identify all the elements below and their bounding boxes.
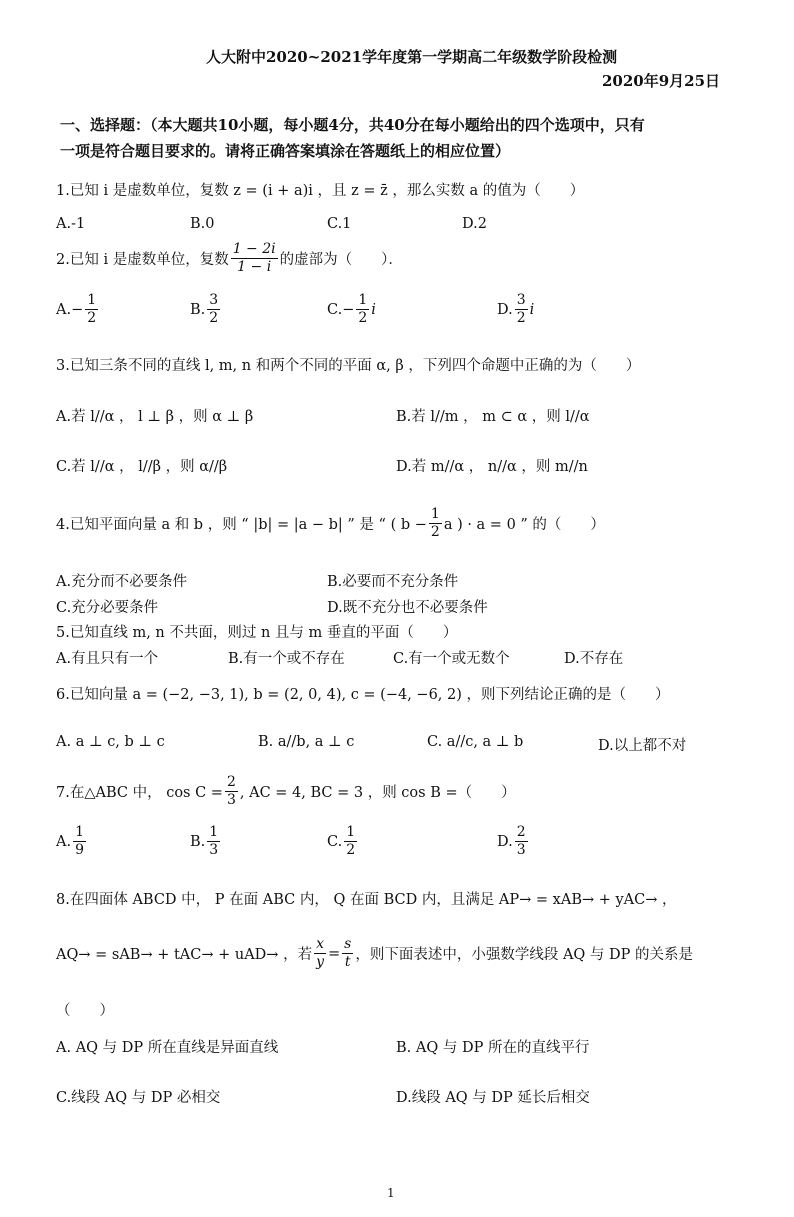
page-number: 1: [387, 1186, 395, 1200]
q2-opt-b-num: 3: [209, 292, 219, 308]
question-8-line1: 8.在四面体 ABCD 中， P 在面 ABC 内， Q 在面 BCD 内，且满足 AP→ = xAB→ + yAC→ ，: [56, 892, 677, 908]
q7-opt-b-label: B.: [190, 833, 206, 850]
q2-opt-a-sign: −: [71, 301, 84, 318]
q7-frac-den: 3: [226, 792, 236, 808]
q7-stem-post: , AC = 4, BC = 3 ，则 cos B =（ ）: [239, 785, 516, 801]
q7-frac-num: 2: [226, 774, 236, 790]
q5-option-a: A.有且只有一个: [56, 651, 159, 667]
q5-option-c: C.有一个或无数个: [393, 651, 510, 667]
q7-opt-c-num: 1: [346, 824, 356, 840]
exam-date: 2020年9月25日: [602, 72, 721, 90]
q4-frac-den: 2: [430, 524, 440, 540]
q8-eq: =: [328, 945, 341, 962]
q8-option-c: C.线段 AQ 与 DP 必相交: [56, 1090, 221, 1106]
question-5-stem: 5.已知直线 m, n 不共面，则过 n 且与 m 垂直的平面（ ）: [56, 625, 458, 641]
q7-opt-a-frac: [73, 824, 86, 859]
q3-option-c: C.若 l//α ， l//β ，则 α//β: [56, 459, 228, 475]
question-8-line2: [56, 936, 693, 971]
q2-stem-post: 的虚部为（ ）．: [279, 252, 403, 268]
q8-frac1-num: x: [316, 936, 324, 952]
question-7-stem: [56, 774, 516, 809]
q8-frac1-den: y: [316, 954, 324, 970]
q2-opt-c-sign: −: [342, 301, 355, 318]
q7-opt-c-den: 2: [346, 842, 356, 858]
q8-frac2-num: s: [344, 936, 352, 952]
q2-opt-a-num: 1: [87, 292, 97, 308]
q8-option-d: D.线段 AQ 与 DP 延长后相交: [396, 1090, 590, 1106]
q6-option-a: A. a ⊥ c, b ⊥ c: [56, 734, 165, 750]
q2-opt-b-den: 2: [209, 310, 219, 326]
question-8-line3: （ ）: [56, 1003, 114, 1019]
q4-fraction: [429, 506, 442, 541]
q2-fraction: [231, 241, 278, 276]
q7-option-a: [56, 824, 88, 859]
q1-option-d: D.2: [462, 216, 487, 232]
q4-option-a: A.充分而不必要条件: [56, 574, 188, 590]
q5-option-b: B.有一个或不存在: [228, 651, 345, 667]
q3-option-a: A.若 l//α ， l ⊥ β ，则 α ⊥ β: [56, 409, 254, 425]
q7-opt-a-label: A.: [56, 833, 72, 850]
q8-frac-s-t: [342, 936, 353, 971]
q4-option-b: B.必要而不充分条件: [327, 574, 459, 590]
q7-option-c: [327, 824, 359, 859]
q2-opt-b-label: B.: [190, 301, 206, 318]
q2-option-d: [497, 292, 534, 327]
question-1-stem: 1.已知 i 是虚数单位，复数 z = (i + a)i ，且 z = z̄ ，那么实数 a 的值为（ ）: [56, 183, 585, 199]
q2-opt-c-suffix: i: [371, 301, 376, 318]
q2-opt-a-label: A.: [56, 301, 72, 318]
section-heading-line1: 一、选择题：（本大题共10小题，每小题4分，共40分在每小题给出的四个选项中，只有: [60, 116, 645, 134]
q7-opt-c-label: C.: [327, 833, 343, 850]
q7-fraction: [225, 774, 238, 809]
q6-option-c: C. a//c, a ⊥ b: [427, 734, 524, 750]
q8-option-a: A. AQ 与 DP 所在直线是异面直线: [56, 1040, 279, 1056]
question-2-stem: [56, 241, 403, 276]
q2-opt-a-frac: [85, 292, 98, 327]
q7-opt-d-frac: [515, 824, 528, 859]
q5-option-d: D.不存在: [564, 651, 624, 667]
question-6-stem: 6.已知向量 a = (−2, −3, 1), b = (2, 0, 4), c = (−4, −6, 2) ，则下列结论正确的是（ ）: [56, 687, 670, 703]
q7-opt-d-den: 3: [516, 842, 526, 858]
q2-option-a: [56, 292, 100, 327]
q4-stem-pre: 4.已知平面向量 a 和 b ，则 “ |b| = |a − b| ” 是 “ ( b −: [56, 517, 427, 533]
q8-frac-x-y: [314, 936, 326, 971]
q2-opt-c-num: 1: [358, 292, 368, 308]
question-4-stem: [56, 506, 605, 541]
q2-opt-c-label: C.: [327, 301, 343, 318]
q7-option-d: [497, 824, 530, 859]
q2-opt-d-den: 2: [516, 310, 526, 326]
q7-opt-b-den: 3: [209, 842, 219, 858]
q4-option-d: D.既不充分也不必要条件: [327, 600, 488, 616]
q2-opt-d-frac: [515, 292, 528, 327]
q1-option-c: C.1: [327, 216, 352, 232]
q8-line2-post: ，则下面表述中，小强数学线段 AQ 与 DP 的关系是: [355, 947, 694, 963]
q2-opt-a-den: 2: [87, 310, 97, 326]
q2-option-b: [190, 292, 222, 327]
q7-opt-b-num: 1: [209, 824, 219, 840]
section-heading-line2: 一项是符合题目要求的。请将正确答案填涂在答题纸上的相应位置）: [60, 142, 511, 160]
q8-line2-pre: AQ→ = sAB→ + tAC→ + uAD→ ，若: [56, 947, 313, 963]
q7-opt-a-num: 1: [75, 824, 85, 840]
q1-option-b: B.0: [190, 216, 215, 232]
q2-opt-d-label: D.: [497, 301, 513, 318]
q4-option-c: C.充分必要条件: [56, 600, 159, 616]
q4-stem-post: a ) · a = 0 ” 的（ ）: [443, 517, 605, 533]
q2-opt-c-frac: [356, 292, 369, 327]
q8-option-b: B. AQ 与 DP 所在的直线平行: [396, 1040, 590, 1056]
q3-option-d: D.若 m//α ， n//α ，则 m//n: [396, 459, 588, 475]
q2-opt-c-den: 2: [358, 310, 368, 326]
q8-frac2-den: t: [344, 954, 351, 970]
q6-option-b: B. a//b, a ⊥ c: [258, 734, 355, 750]
q7-opt-a-den: 9: [75, 842, 85, 858]
q7-opt-c-frac: [344, 824, 357, 859]
q1-option-a: A.-1: [56, 216, 86, 232]
q7-stem-pre: 7.在△ABC 中， cos C =: [56, 785, 223, 801]
q7-option-b: [190, 824, 222, 859]
q2-option-c: [327, 292, 376, 327]
q2-frac-num: 1 − 2i: [232, 241, 276, 257]
exam-title: 人大附中2020~2021学年度第一学期高二年级数学阶段检测: [206, 48, 618, 66]
q4-frac-num: 1: [430, 506, 440, 522]
q3-option-b: B.若 l//m ， m ⊂ α ，则 l//α: [396, 409, 590, 425]
q7-opt-b-frac: [207, 824, 220, 859]
q6-option-d: D.以上都不对: [598, 738, 687, 754]
q7-opt-d-num: 2: [516, 824, 526, 840]
question-3-stem: 3.已知三条不同的直线 l, m, n 和两个不同的平面 α, β ，下列四个命题中正确的为（ ）: [56, 358, 641, 374]
q2-frac-den: 1 − i: [237, 259, 272, 275]
q2-stem-pre: 2.已知 i 是虚数单位，复数: [56, 252, 229, 268]
q7-opt-d-label: D.: [497, 833, 513, 850]
q2-opt-d-suffix: i: [529, 301, 535, 318]
q2-opt-d-num: 3: [516, 292, 526, 308]
q2-opt-b-frac: [207, 292, 220, 327]
